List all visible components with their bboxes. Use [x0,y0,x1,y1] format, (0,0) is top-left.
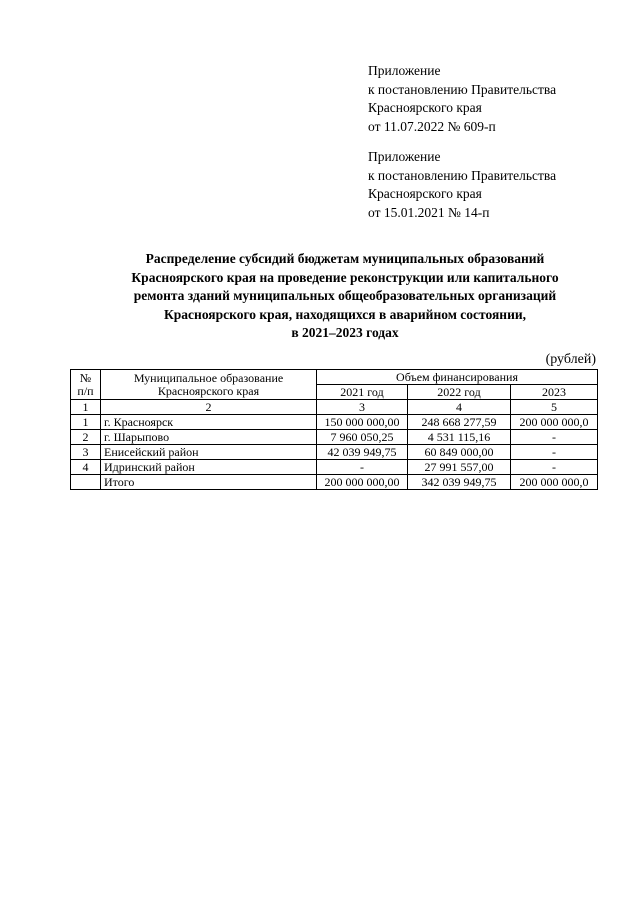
table-row [71,460,598,475]
header-num-pp: п/п [77,383,94,398]
table-row [71,445,598,460]
row-entity: Енисейский район [101,445,317,460]
column-number: 4 [408,400,511,415]
row-amount-2022: 60 849 000,00 [408,445,511,460]
row-amount-2021: - [317,460,408,475]
header-year-2023: 2023 [511,385,598,400]
row-amount-2023: 200 000 000,0 [511,415,598,430]
total-amount-2021: 200 000 000,00 [317,475,408,490]
header-year-2022: 2022 год [408,385,511,400]
appendix-block-2022 [368,62,618,136]
row-entity: г. Красноярск [101,415,317,430]
title-line: в 2021–2023 годах [291,325,399,340]
appendix-label: Приложение [368,63,441,78]
row-amount-2023: - [511,445,598,460]
appendix-date-number: от 11.07.2022 № 609-п [368,118,496,134]
column-number: 2 [101,400,317,415]
unit-note: (рублей) [545,352,596,367]
header-funding: Объем финансирования [317,370,598,385]
title-line: Распределение субсидий бюджетам муниципальных образований [145,251,545,266]
header-entity-region: Красноярского края [157,383,260,398]
header-entity-cell [101,370,317,400]
document-title [40,250,640,343]
total-label: Итого [101,475,317,490]
row-amount-2021: 150 000 000,00 [317,415,408,430]
column-number: 3 [317,400,408,415]
appendix-region: Красноярского края [368,100,482,115]
appendix-resolution-ref: к постановлению Правительства [368,81,557,97]
row-num: 2 [71,430,101,445]
row-entity: Идринский район [101,460,317,475]
header-num-cell [71,370,101,400]
title-line: Красноярского края на проведение реконструкции или капитального [131,269,559,285]
header-num: № [79,370,92,385]
total-amount-2022: 342 039 949,75 [408,475,511,490]
header-entity: Муниципальное образование [133,370,284,385]
appendix-block-2021 [368,148,618,222]
row-amount-2021: 42 039 949,75 [317,445,408,460]
appendix-region: Красноярского края [368,186,482,201]
table-row [71,430,598,445]
table-header-row [71,370,598,385]
appendix-date-number: от 15.01.2021 № 14-п [368,204,490,220]
table-total-row [71,475,598,490]
row-amount-2023: - [511,430,598,445]
column-number: 5 [511,400,598,415]
title-line: Красноярского края, находящихся в аварийном состоянии, [164,306,526,322]
column-number: 1 [71,400,101,415]
appendix-resolution-ref: к постановлению Правительства [368,167,557,183]
title-line: ремонта зданий муниципальных общеобразовательных организаций [133,288,557,303]
funding-table [70,369,598,490]
row-amount-2022: 27 991 557,00 [408,460,511,475]
table-row [71,415,598,430]
row-amount-2022: 248 668 277,59 [408,415,511,430]
total-amount-2023: 200 000 000,0 [511,475,598,490]
row-entity: г. Шарыпово [101,430,317,445]
column-number-row [71,400,598,415]
row-amount-2021: 7 960 050,25 [317,430,408,445]
row-amount-2022: 4 531 115,16 [408,430,511,445]
row-num: 1 [71,415,101,430]
appendix-label: Приложение [368,149,441,164]
row-num: 4 [71,460,101,475]
header-year-2021: 2021 год [317,385,408,400]
row-amount-2023: - [511,460,598,475]
total-num [71,475,101,490]
row-num: 3 [71,445,101,460]
